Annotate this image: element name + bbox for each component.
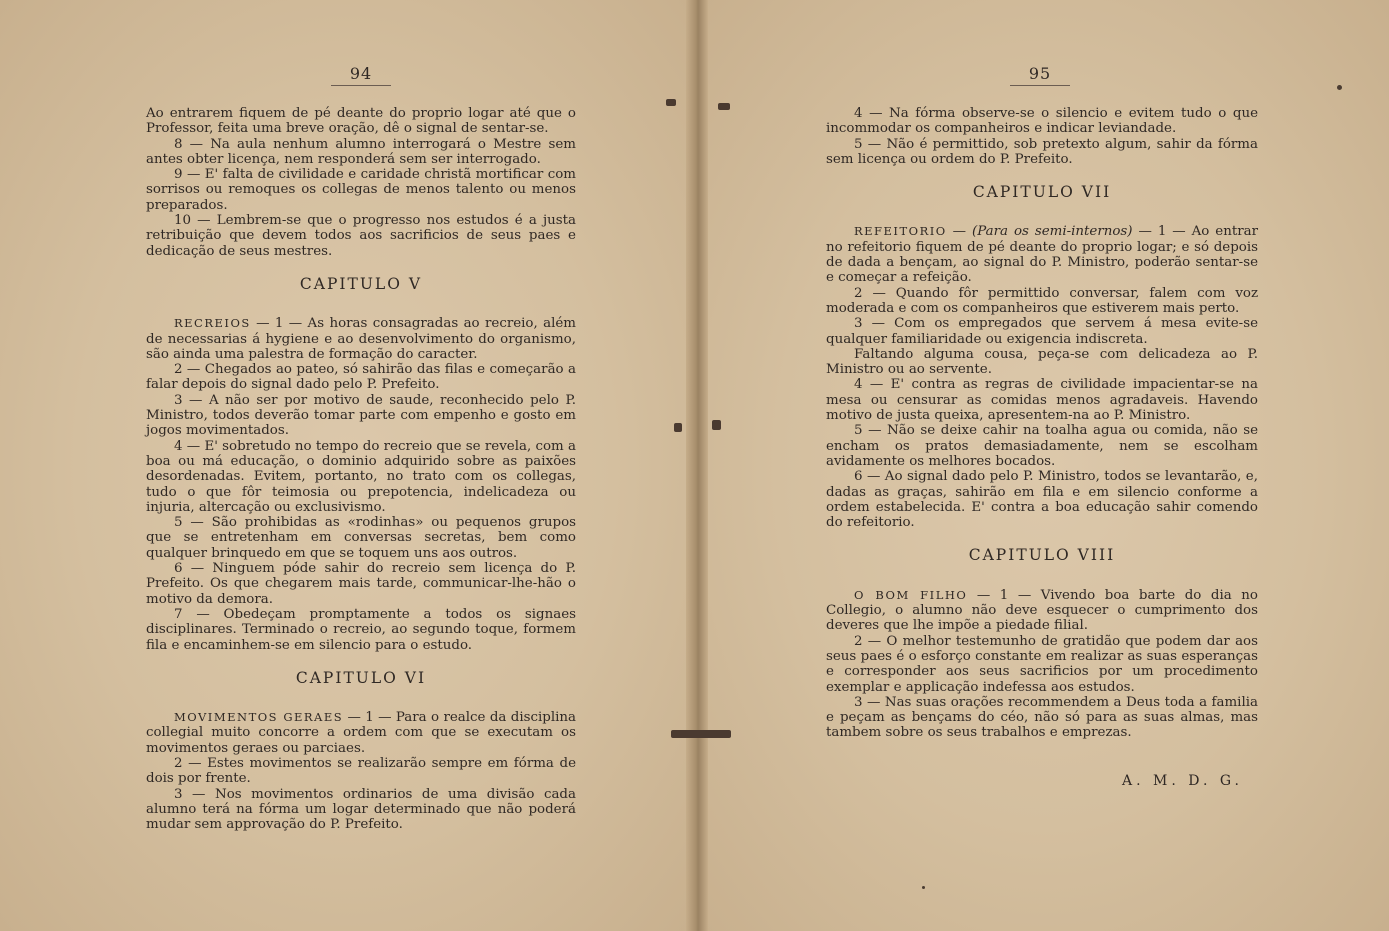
paragraph: 4 — E' sobretudo no tempo do recreio que se revela, com a boa ou má educação, o dominio adquirido sobre as paixões desordenadas. Evitem, portanto, no trato com os collegas, tudo o que fôr teimosia ou prepotencia, indelicadeza ou injuria, altercação ou exclusivismo. [146, 438, 576, 515]
page-number-right: 95 [1010, 64, 1070, 86]
staple-middle [674, 423, 682, 432]
paragraph: Faltando alguma cousa, peça-se com delicadeza ao P. Ministro ou ao servente. [826, 346, 1258, 378]
staple-top-right [718, 103, 730, 110]
chapter-heading: CAPITULO VIII [968, 546, 1116, 565]
section-label: REFEITORIO [854, 224, 947, 239]
chapter-heading: CAPITULO VI [295, 668, 427, 687]
paragraph: 3 — Nas suas orações recommendem a Deus toda a familia e peçam as bençams do céo, não só para as suas almas, mas tambem sobre os seus trabalhos e emprezas. [826, 694, 1258, 741]
paragraph: 2 — Estes movimentos se realizarão sempre em fórma de dois por frente. [146, 755, 576, 787]
paragraph: 4 — Na fórma observe-se o silencio e evitem tudo o que incommodar os companheiros e indicar leviandade. [826, 106, 1258, 137]
paragraph: 3 — Nos movimentos ordinarios de uma divisão cada alumno terá na fórma um logar determinado que não poderá mudar sem approvação do P. Prefeito. [146, 786, 576, 833]
staple-middle-right [712, 420, 721, 430]
paragraph-text: — 1 — Vivendo boa barte do dia no Collegio, o alumno não deve esquecer o cumprimento dos deveres que lhe impõe a piedade filial. [826, 587, 1258, 634]
paragraph: 5 — Não se deixe cahir na toalha agua ou comida, não se encham os pratos demasiadamente, nem se escolham avidamente os melhores bocados. [826, 423, 1258, 469]
paragraph: 5 — Não é permittido, sob pretexto algum, sahir da fórma sem licença ou ordem do P. Prefeito. [826, 136, 1258, 167]
book-gutter [686, 0, 708, 931]
paragraph-text: — 1 — Para o realce da disciplina collegial muito concorre a ordem com que se executam os movimentos geraes ou parciaes. [146, 710, 577, 756]
paragraph: Ao entrarem fiquem de pé deante do proprio logar até que o Professor, feita uma breve oração, dê o signal de sentar-se. [146, 106, 576, 137]
ink-spot [1337, 85, 1342, 90]
paragraph-text: — 1 — Ao entrar no refeitorio fiquem de pé deante do proprio logar; e só depois de dada a bençam, ao signal do P. Ministro, poderão sentar-se e começar a refeição. [826, 224, 1259, 286]
paragraph: 6 — Ninguem póde sahir do recreio sem licença do P. Prefeito. Os que chegarem mais tarde, communicar-lhe-hão o motivo da demora. [146, 561, 576, 607]
staple-bottom [671, 730, 731, 738]
chapter-heading: CAPITULO VII [972, 183, 1112, 202]
paragraph: 2 — Quando fôr permittido conversar, falem com voz moderada e com os companheiros que estiverem mais perto. [826, 285, 1258, 316]
section-label: RECREIOS [174, 316, 251, 331]
paragraph-text: — 1 — As horas consagradas ao recreio, além de necessarias á hygiene e ao desenvolvimento do organismo, são ainda uma palestra de formação do caracter. [146, 316, 576, 362]
section-label: O BOM FILHO [854, 587, 968, 602]
paragraph: 2 — Chegados ao pateo, só sahirão das filas e começarão a falar depois do signal dado pelo P. Prefeito. [146, 362, 576, 393]
chapter-heading: CAPITULO V [299, 274, 423, 293]
paragraph [146, 710, 576, 756]
paragraph: 3 — Com os empregados que servem á mesa evite-se qualquer familiaridade ou exigencia indiscreta. [826, 316, 1258, 347]
left-column-text [146, 106, 576, 832]
ink-spot [922, 886, 925, 889]
paragraph: REFEITORIO — (Para os semi-internos) — 1 — Ao entrar no refeitorio fiquem de pé deante do proprio logar; e só depois de dada a bençam, ao signal do P. Ministro, poderão sentar-se e começar a refeição. [826, 224, 1259, 286]
paragraph [146, 316, 576, 362]
paragraph: 7 — Obedeçam promptamente a todos os signaes disciplinares. Terminado o recreio, ao segundo toque, formem fila e encaminhem-se em silencio para o estudo. [146, 606, 576, 653]
paragraph: 9 — E' falta de civilidade e caridade christã mortificar com sorrisos ou remoques os collegas de menos talento ou menos preparados. [146, 167, 576, 213]
section-subtitle: (Para os semi-internos) [972, 224, 1133, 240]
right-column-text [826, 106, 1258, 741]
paragraph: 4 — E' contra as regras de civilidade impacientar-se na mesa ou censurar as comidas menos agradaveis. Havendo motivo de justa queixa, apresentem-na ao P. Ministro. [826, 377, 1258, 424]
paragraph: 8 — Na aula nenhum alumno interrogará o Mestre sem antes obter licença, nem responderá sem ser interrogado. [146, 136, 576, 167]
staple-top [666, 99, 676, 106]
paragraph [826, 588, 1258, 634]
section-label: MOVIMENTOS GERAES [174, 710, 344, 725]
paragraph: 10 — Lembrem-se que o progresso nos estudos é a justa retribuição que devem todos aos sacrificios de seus paes e dedicação de seus mestres. [146, 213, 576, 259]
paragraph: 2 — O melhor testemunho de gratidão que podem dar aos seus paes é o esforço constante em realizar as suas esperanças e corresponder aos seus sacrificios por um procedimento exemplar e applicação indefessa aos estudos. [826, 633, 1258, 695]
page-number-left: 94 [331, 64, 391, 86]
paragraph: 3 — A não ser por motivo de saude, reconhecido pelo P. Ministro, todos deverão tomar parte com empenho e gosto em jogos movimentados. [146, 392, 576, 439]
paragraph: 6 — Ao signal dado pelo P. Ministro, todos se levantarão, e, dadas as graças, sahirão em fila e em silencio conforme a ordem estabelecida. E' contra a boa educação sahir comendo do refeitorio. [826, 469, 1258, 531]
closing-signature: A. M. D. G. [1122, 773, 1244, 789]
paragraph: 5 — São prohibidas as «rodinhas» ou pequenos grupos que se entretenham em conversas secretas, bem como qualquer brinquedo em que se toquem uns aos outros. [146, 515, 576, 561]
